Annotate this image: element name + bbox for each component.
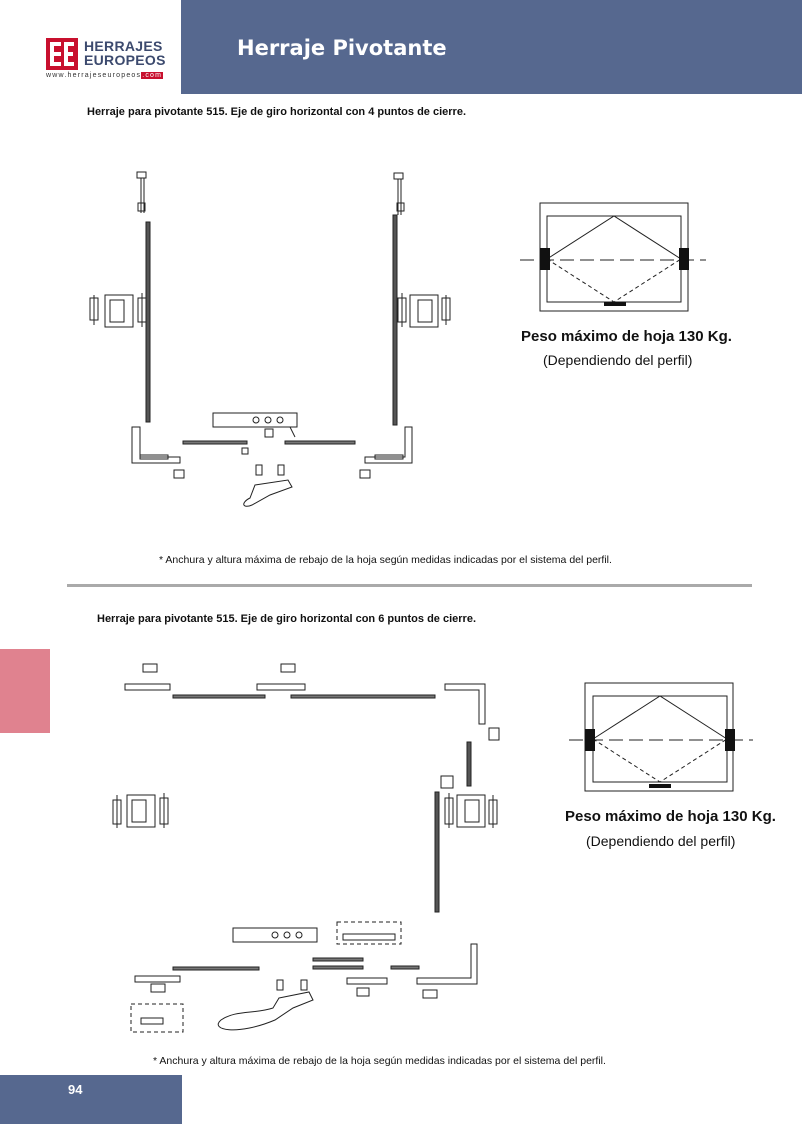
page-number: 94 bbox=[68, 1082, 83, 1097]
footer-band bbox=[0, 1075, 182, 1124]
section-divider bbox=[67, 584, 752, 587]
section-2-footnote: * Anchura y altura máxima de rebajo de la hoja según medidas indicadas por el sistema del perfil. bbox=[153, 1055, 606, 1067]
section-1-hardware-diagram bbox=[80, 165, 460, 515]
logo-website-prefix: www.herrajeseuropeos bbox=[46, 72, 142, 79]
section-1-profile-note: (Dependiendo del perfil) bbox=[543, 352, 693, 368]
side-tab bbox=[0, 649, 50, 733]
section-1-title: Herraje para pivotante 515. Eje de giro horizontal con 4 puntos de cierre. bbox=[87, 106, 466, 118]
section-2-max-weight: Peso máximo de hoja 130 Kg. bbox=[565, 808, 776, 825]
section-2-pivot-scheme bbox=[569, 683, 759, 791]
section-1-footnote: * Anchura y altura máxima de rebajo de la hoja según medidas indicadas por el sistema del perfil. bbox=[159, 554, 612, 566]
logo-website-suffix: .com bbox=[142, 72, 163, 79]
logo-website bbox=[46, 72, 163, 79]
logo-text-line1: HERRAJES bbox=[84, 38, 163, 54]
section-1-pivot-scheme bbox=[520, 203, 710, 311]
logo-mark-icon bbox=[46, 38, 78, 70]
section-2-title: Herraje para pivotante 515. Eje de giro horizontal con 6 puntos de cierre. bbox=[97, 613, 476, 625]
brand-logo bbox=[46, 38, 171, 82]
section-2-hardware-diagram bbox=[105, 662, 485, 1037]
section-1-max-weight: Peso máximo de hoja 130 Kg. bbox=[521, 328, 732, 345]
page-title: Herraje Pivotante bbox=[237, 36, 447, 60]
section-2-profile-note: (Dependiendo del perfil) bbox=[586, 833, 736, 849]
logo-text-line2: EUROPEOS bbox=[84, 52, 166, 68]
